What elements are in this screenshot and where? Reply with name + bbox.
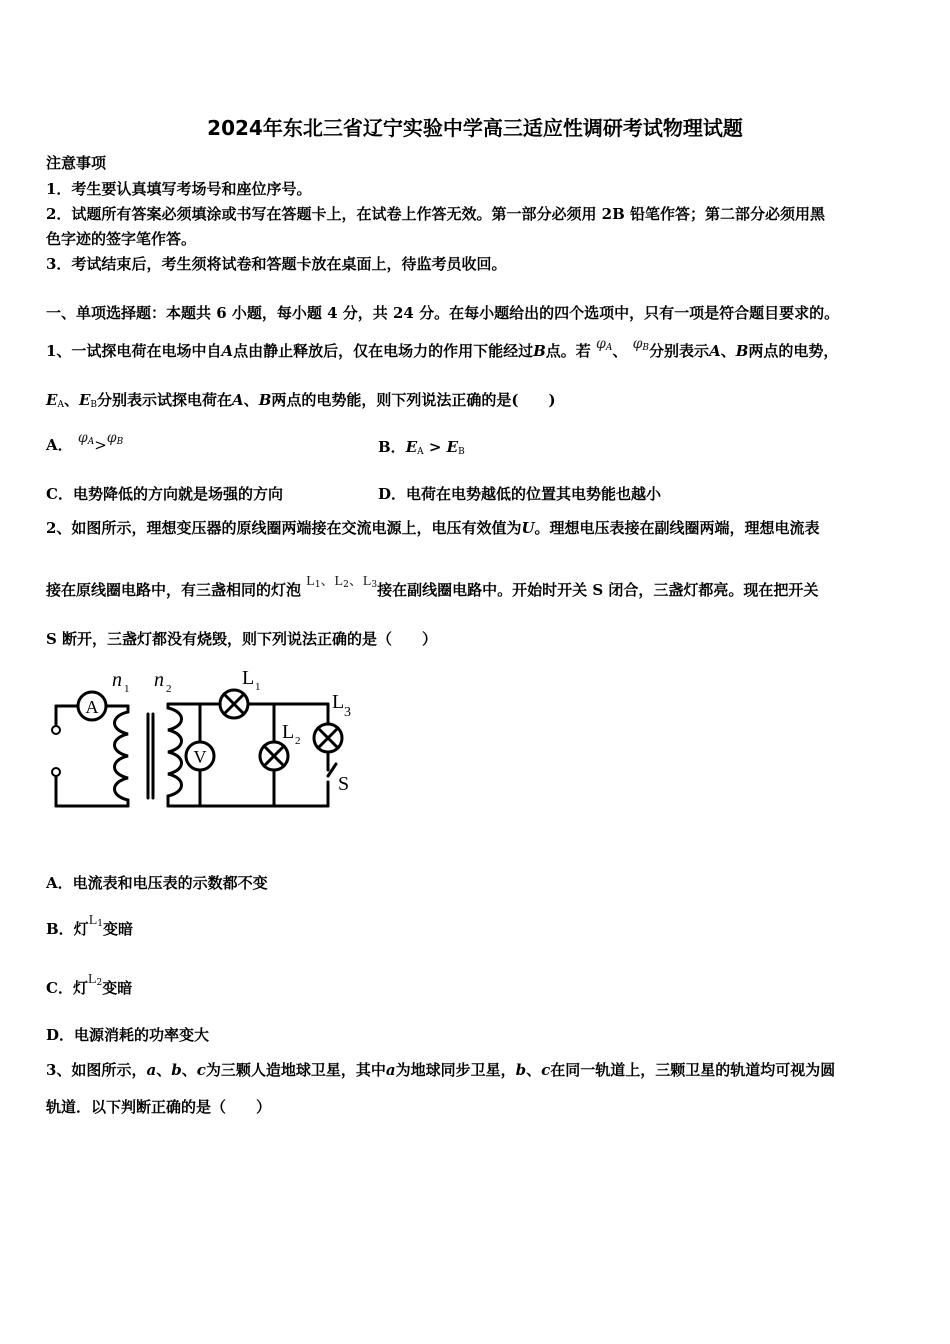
q2-line2: 接在原线圈电路中，有三盏相同的灯泡 $L_1$、$L_2$、$L_3$接在副线圈电路中。开始时开关 S 闭合，三盏灯都亮。现在把开关 [46, 574, 819, 599]
voltmeter-label: V [193, 747, 207, 767]
l1-label: L [242, 667, 255, 689]
n1-label: n [112, 669, 122, 691]
q2-line1: 2、如图所示，理想变压器的原线圈两端接在交流电源上，电压有效值为U。理想电压表接在副线圈两端，理想电流表 [46, 519, 820, 537]
q1-option-a: A． $\varphi_A>\varphi_B$ [46, 430, 124, 454]
q3-line1: 3、如图所示，a、b、c为三颗人造地球卫星，其中a为地球同步卫星，b、c在同一轨道上，三颗卫星的轨道均可视为圆 [46, 1061, 836, 1079]
notice-item: 1．考生要认真填写考场号和座位序号。 [46, 180, 312, 198]
l3-subscript: 3 [344, 705, 351, 720]
q1-line1: 1、一试探电荷在电场中自A点由静止释放后，仅在电场力的作用下能经过B点。若 $\varphi_A$、 $\varphi_B$分别表示A、B两点的电势， [46, 336, 839, 360]
l2-label: L [282, 721, 295, 743]
q2-option-c: C．灯$L_2$变暗 [46, 972, 133, 997]
page-title: 2024年东北三省辽宁实验中学高三适应性调研考试物理试题 [207, 116, 743, 140]
n2-label: n [154, 669, 164, 691]
section-heading: 一、单项选择题：本题共 6 小题，每小题 4 分，共 24 分。在每小题给出的四个选项中，只有一项是符合题目要求的。 [46, 304, 840, 322]
q1-option-d: D．电荷在电势越低的位置其电势能也越小 [378, 485, 662, 503]
terminal-icon [52, 768, 60, 776]
switch-label: S [338, 773, 350, 795]
q1-option-c: C．电势降低的方向就是场强的方向 [46, 485, 283, 503]
notice-item: 3．考试结束后，考生须将试卷和答题卡放在桌面上，待监考员收回。 [46, 255, 507, 273]
terminal-icon [52, 726, 60, 734]
l3-label: L [332, 691, 345, 713]
q2-option-b: B．灯$L_1$变暗 [46, 913, 133, 938]
q2-option-a: A．电流表和电压表的示数都不变 [46, 874, 268, 892]
q1-line2: $E_A$、$E_B$分别表示试探电荷在A、B两点的电势能，则下列说法正确的是( ) [46, 391, 556, 410]
q1-option-b: B．$E_A > E_B$ [378, 438, 465, 457]
notice-item: 2．试题所有答案必须填涂或书写在答题卡上，在试卷上作答无效。第一部分必须用 2B 铅笔作答；第二部分必须用黑 [46, 205, 826, 223]
n1-subscript: 1 [124, 683, 130, 695]
notice-heading: 注意事项 [46, 154, 107, 172]
transformer-circuit-diagram [40, 664, 370, 814]
q3-line2: 轨道．以下判断正确的是（ ） [46, 1098, 272, 1116]
q2-option-d: D．电源消耗的功率变大 [46, 1026, 210, 1044]
notice-item: 色字迹的签字笔作答。 [46, 230, 197, 248]
q2-line3: S 断开，三盏灯都没有烧毁，则下列说法正确的是（ ） [46, 630, 438, 648]
ammeter-label: A [85, 697, 99, 717]
l1-subscript: 1 [255, 681, 261, 693]
n2-subscript: 2 [166, 683, 172, 695]
l2-subscript: 2 [295, 735, 301, 747]
